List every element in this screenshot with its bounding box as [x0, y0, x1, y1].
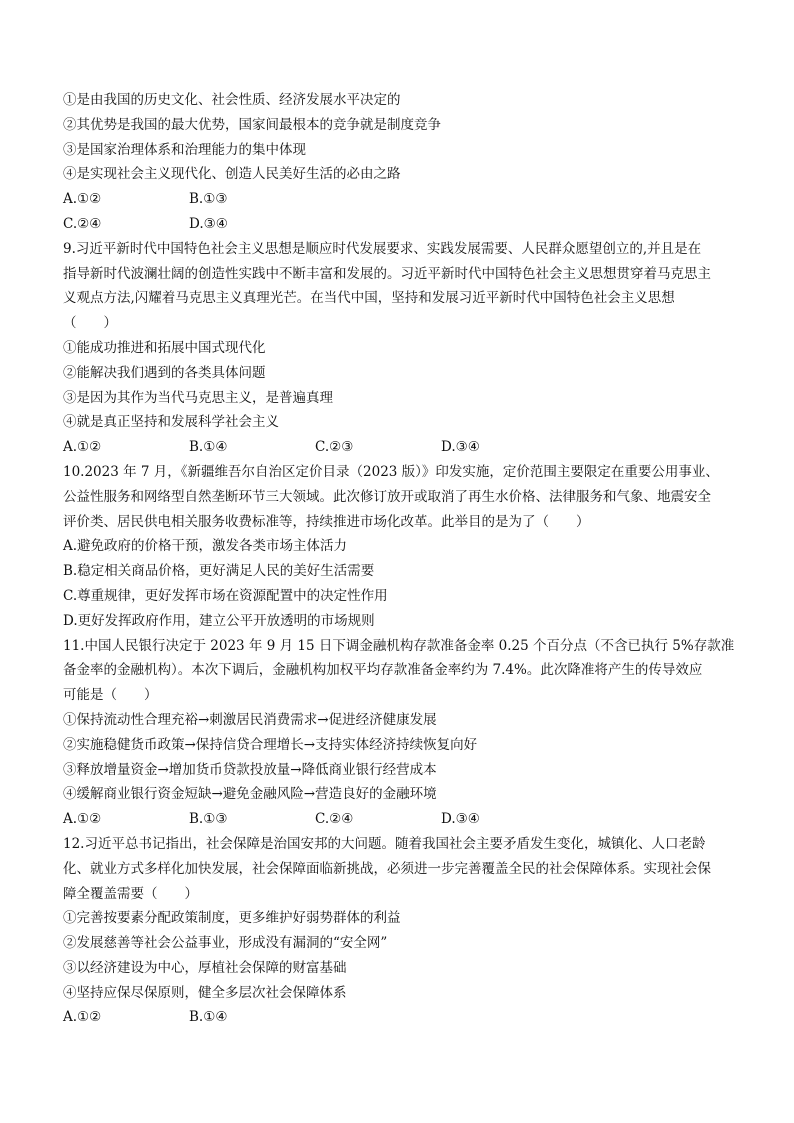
option-c: C.②④: [63, 215, 102, 232]
statement-item: ④是实现社会主义现代化、创造人民美好生活的必由之路: [63, 166, 401, 183]
option-d: D.③④: [189, 215, 228, 232]
question-12: [63, 832, 743, 1030]
answer-options-row: [63, 212, 743, 237]
question-stem-line: 化、就业方式多样化加快发展，社会保障面临新挑战，必须进一步完善覆盖全民的社会保障体系。实现社会保: [63, 860, 711, 877]
option-b: B.①③: [189, 191, 228, 208]
statement-item: ①能成功推进和拓展中国式现代化: [63, 339, 266, 356]
statement-item: ④就是真正坚持和发展科学社会主义: [63, 414, 279, 431]
question-stem-line: 9.习近平新时代中国特色社会主义思想是顺应时代发展要求、实践发展需要、人民群众愿望创立的,并且是在: [63, 240, 702, 257]
option-c: C.②④: [315, 811, 354, 828]
question-stem-line: 指导新时代波澜壮阔的创造性实践中不断丰富和发展的。习近平新时代中国特色社会主义思想贯穿着马克思主: [63, 265, 711, 282]
question-stem-line: 障全覆盖需要（ ）: [63, 885, 198, 902]
question-10: [63, 460, 743, 634]
statement-item: ②发展慈善等社会公益事业，形成没有漏洞的“安全网”: [63, 935, 388, 952]
question-stem-line: 10.2023 年 7 月，《新疆维吾尔自治区定价目录（2023 版）》印发实施，定价范围主要限定在重要公用事业、: [63, 463, 719, 480]
option-d: D.更好发挥政府作用，建立公平开放透明的市场规则: [63, 612, 375, 629]
statement-item: ①完善按要素分配政策制度，更多维护好弱势群体的利益: [63, 910, 401, 927]
option-a: A.①②: [63, 191, 102, 208]
question-stem-line: 备金率的金融机构）。本次下调后，金融机构加权平均存款准备金率约为 7.4%。此次降准将产生的传导效应: [63, 662, 703, 679]
answer-options-row: [63, 435, 743, 460]
statement-item: ③以经济建设为中心，厚植社会保障的财富基础: [63, 959, 347, 976]
option-a: A.避免政府的价格干预，激发各类市场主体活力: [63, 538, 348, 555]
question-stem-line: 可能是（ ）: [63, 687, 158, 704]
page-content: [63, 88, 743, 1030]
option-b: B.①③: [189, 811, 228, 828]
option-a: A.①②: [63, 439, 102, 456]
statement-item: ③释放增量资金→增加货币贷款投放量→降低商业银行经营成本: [63, 761, 437, 778]
question-8-tail: [63, 88, 743, 237]
statement-item: ①是由我国的历史文化、社会性质、经济发展水平决定的: [63, 92, 401, 108]
question-stem-line: 公益性服务和网络型自然垄断环节三大领域。此次修订放开或取消了再生水价格、法律服务和气象、地震安全: [63, 488, 711, 505]
option-c: C.②③: [315, 439, 354, 456]
option-b: B.①④: [189, 439, 228, 456]
answer-options-row: [63, 1005, 743, 1030]
option-b: B.稳定相关商品价格，更好满足人民的美好生活需要: [63, 563, 375, 580]
option-c: C.尊重规律，更好发挥市场在资源配置中的决定性作用: [63, 587, 388, 604]
question-stem-line: 评价类、居民供电相关服务收费标准等，持续推进市场化改革。此举目的是为了（ ）: [63, 513, 590, 530]
statement-item: ④缓解商业银行资金短缺→避免金融风险→营造良好的金融环境: [63, 786, 437, 803]
statement-item: ③是国家治理体系和治理能力的集中体现: [63, 141, 306, 158]
option-a: A.①②: [63, 1009, 102, 1026]
question-9: [63, 237, 743, 460]
statement-item: ④坚持应保尽保原则，健全多层次社会保障体系: [63, 984, 347, 1001]
option-a: A.①②: [63, 811, 102, 828]
option-d: D.③④: [441, 439, 480, 456]
answer-options-row: [63, 807, 743, 832]
statement-item: ②其优势是我国的最大优势，国家间最根本的竞争就是制度竞争: [63, 116, 441, 133]
statement-item: ①保持流动性合理充裕→刺激居民消费需求→促进经济健康发展: [63, 711, 437, 728]
statement-item: ②能解决我们遇到的各类具体问题: [63, 364, 266, 381]
statement-item: ③是因为其作为当代马克思主义，是普遍真理: [63, 389, 333, 406]
option-b: B.①④: [189, 1009, 228, 1026]
question-stem-line: 11.中国人民银行决定于 2023 年 9 月 15 日下调金融机构存款准备金率 0.25 个百分点（不含已执行 5%存款准: [63, 637, 735, 654]
answer-blank: （ ）: [63, 315, 117, 332]
question-stem-line: 义观点方法,闪耀着马克思主义真理光芒。在当代中国，坚持和发展习近平新时代中国特色社会主义思想: [63, 290, 675, 307]
question-11: [63, 634, 743, 832]
option-d: D.③④: [441, 811, 480, 828]
answer-options-row: [63, 187, 743, 212]
statement-item: ②实施稳健货币政策→保持信贷合理增长→支持实体经济持续恢复向好: [63, 736, 478, 753]
question-stem-line: 12.习近平总书记指出，社会保障是治国安邦的大问题。随着我国社会主要矛盾发生变化，城镇化、人口老龄: [63, 835, 706, 852]
